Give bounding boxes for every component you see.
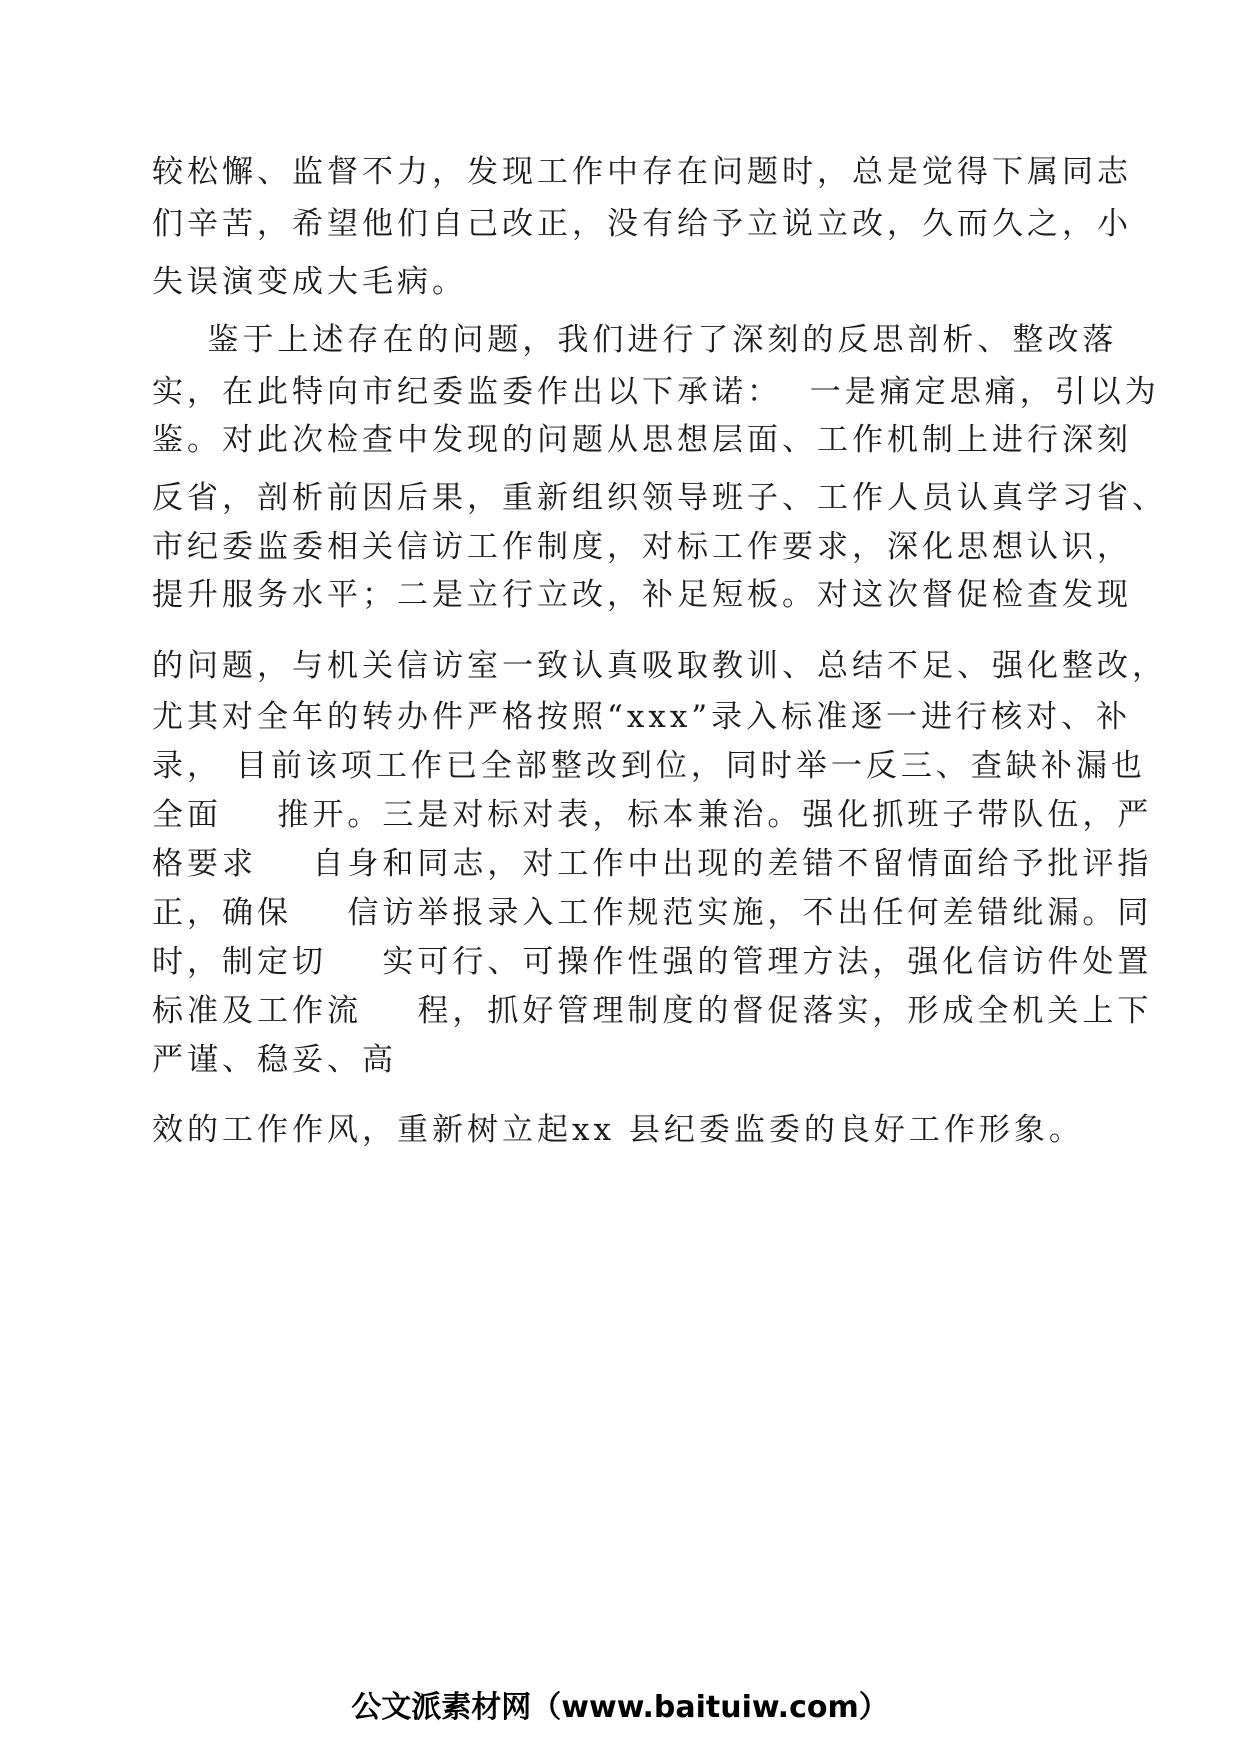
body-text-line: 失误演变成大毛病。 <box>152 264 467 300</box>
body-text-line: 鉴于上述存在的问题，我们进行了深刻的反思剖析、整改落 <box>152 322 1118 358</box>
body-text-line: 鉴。对此次检查中发现的问题从思想层面、工作机制上进行深刻 <box>152 422 1132 458</box>
body-text-line: 时，制定切 实可行、可操作性强的管理方法，强化信访件处置 <box>152 944 1153 980</box>
body-text-line: 全面 推开。三是对标对表，标本兼治。强化抓班子带队伍，严 <box>152 797 1153 833</box>
body-text-line: 反省，剖析前因后果，重新组织领导班子、工作人员认真学习省、 <box>152 480 1167 516</box>
body-text-line: 的问题，与机关信访室一致认真吸取教训、总结不足、强化整改， <box>152 648 1167 684</box>
body-text-line: 尤其对全年的转办件严格按照“xxx”录入标准逐一进行核对、补 <box>152 699 1132 735</box>
body-text-line: 提升服务水平；二是立行立改，补足短板。对这次督促检查发现 <box>152 577 1132 613</box>
body-text-line: 市纪委监委相关信访工作制度，对标工作要求，深化思想认识， <box>152 529 1132 565</box>
body-text-line: 严谨、稳妥、高 <box>152 1042 397 1078</box>
body-text-line: 标准及工作流 程，抓好管理制度的督促落实，形成全机关上下 <box>152 993 1153 1029</box>
body-text-line: 较松懈、监督不力，发现工作中存在问题时，总是觉得下属同志 <box>152 154 1132 190</box>
body-text-line: 录， 目前该项工作已全部整改到位，同时举一反三、查缺补漏也 <box>152 748 1146 784</box>
body-text-line: 效的工作作风，重新树立起xx 县纪委监委的良好工作形象。 <box>152 1112 1084 1148</box>
body-text-line: 们辛苦，希望他们自己改正，没有给予立说立改，久而久之，小 <box>152 206 1132 242</box>
body-text-line: 实，在此特向市纪委监委作出以下承诺： 一是痛定思痛，引以为 <box>152 374 1160 410</box>
footer-watermark: 公文派素材网（www.baituiw.com） <box>351 1690 889 1725</box>
body-text-line: 正，确保 信访举报录入工作规范实施，不出任何差错纰漏。同 <box>152 895 1153 931</box>
body-text-line: 格要求 自身和同志，对工作中出现的差错不留情面给予批评指 <box>152 846 1153 882</box>
